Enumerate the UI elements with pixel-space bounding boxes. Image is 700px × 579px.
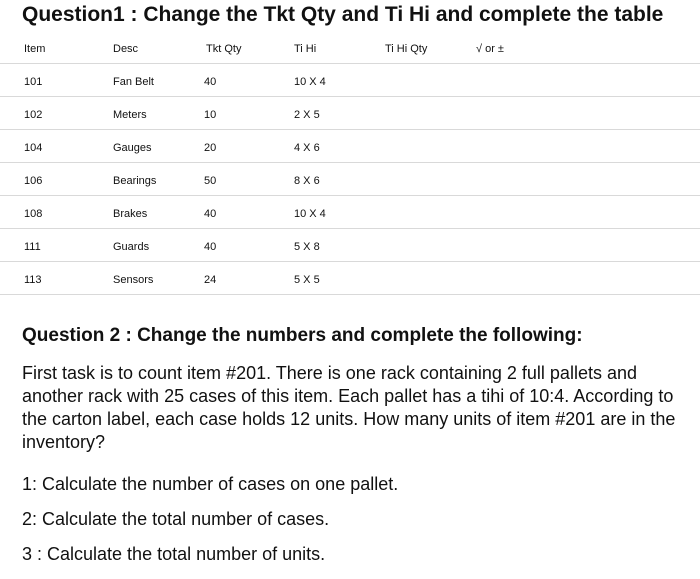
row-divider bbox=[0, 228, 700, 229]
cell-ti-hi: 10 X 4 bbox=[294, 208, 326, 220]
cell-item: 104 bbox=[24, 142, 43, 154]
cell-tkt-qty: 20 bbox=[204, 142, 217, 154]
column-header-check: √ or ± bbox=[476, 43, 504, 55]
cell-tkt-qty: 40 bbox=[204, 208, 217, 220]
cell-tkt-qty: 24 bbox=[204, 274, 217, 286]
cell-ti-hi: 8 X 6 bbox=[294, 175, 320, 187]
column-header-desc: Desc bbox=[113, 43, 139, 55]
row-divider bbox=[0, 261, 700, 262]
cell-tkt-qty: 40 bbox=[204, 76, 217, 88]
header-divider bbox=[0, 63, 700, 64]
cell-desc: Gauges bbox=[113, 142, 152, 154]
row-divider bbox=[0, 294, 700, 295]
row-divider bbox=[0, 129, 700, 130]
question2-title: Question 2 : Change the numbers and complete the following: bbox=[22, 325, 583, 346]
cell-desc: Fan Belt bbox=[113, 76, 154, 88]
cell-item: 113 bbox=[24, 274, 42, 286]
row-divider bbox=[0, 96, 700, 97]
column-header-ti-hi-qty: Ti Hi Qty bbox=[385, 43, 428, 55]
column-header-tkt-qty: Tkt Qty bbox=[206, 43, 242, 55]
cell-ti-hi: 4 X 6 bbox=[294, 142, 320, 154]
column-header-item: Item bbox=[24, 43, 46, 55]
cell-tkt-qty: 40 bbox=[204, 241, 217, 253]
cell-tkt-qty: 50 bbox=[204, 175, 217, 187]
question2-body: First task is to count item #201. There is one rack containing 2 full pallets and another rack with 25 cases of this item. Each pallet has a tihi of 10:4. According to the carton label, each case holds 12 units. How many units of item #201 are in the inventory? bbox=[22, 363, 676, 452]
cell-ti-hi: 5 X 5 bbox=[294, 274, 320, 286]
column-header-ti-hi: Ti Hi bbox=[294, 43, 317, 55]
task-2: 2: Calculate the total number of cases. bbox=[22, 509, 330, 529]
row-divider bbox=[0, 162, 700, 163]
cell-desc: Guards bbox=[113, 241, 150, 253]
cell-item: 101 bbox=[24, 76, 43, 88]
cell-desc: Meters bbox=[113, 109, 147, 121]
cell-item: 111 bbox=[24, 241, 41, 253]
cell-item: 106 bbox=[24, 175, 43, 187]
cell-tkt-qty: 10 bbox=[204, 109, 217, 121]
cell-ti-hi: 10 X 4 bbox=[294, 76, 326, 88]
cell-desc: Bearings bbox=[113, 175, 157, 187]
row-divider bbox=[0, 195, 700, 196]
cell-ti-hi: 2 X 5 bbox=[294, 109, 320, 121]
task-1: 1: Calculate the number of cases on one pallet. bbox=[22, 474, 399, 494]
cell-item: 102 bbox=[24, 109, 43, 121]
cell-ti-hi: 5 X 8 bbox=[294, 241, 320, 253]
cell-item: 108 bbox=[24, 208, 43, 220]
cell-desc: Brakes bbox=[113, 208, 148, 220]
task-3: 3 : Calculate the total number of units. bbox=[22, 544, 326, 564]
cell-desc: Sensors bbox=[113, 274, 154, 286]
question1-title: Question1 : Change the Tkt Qty and Ti Hi and complete the table bbox=[22, 3, 664, 26]
